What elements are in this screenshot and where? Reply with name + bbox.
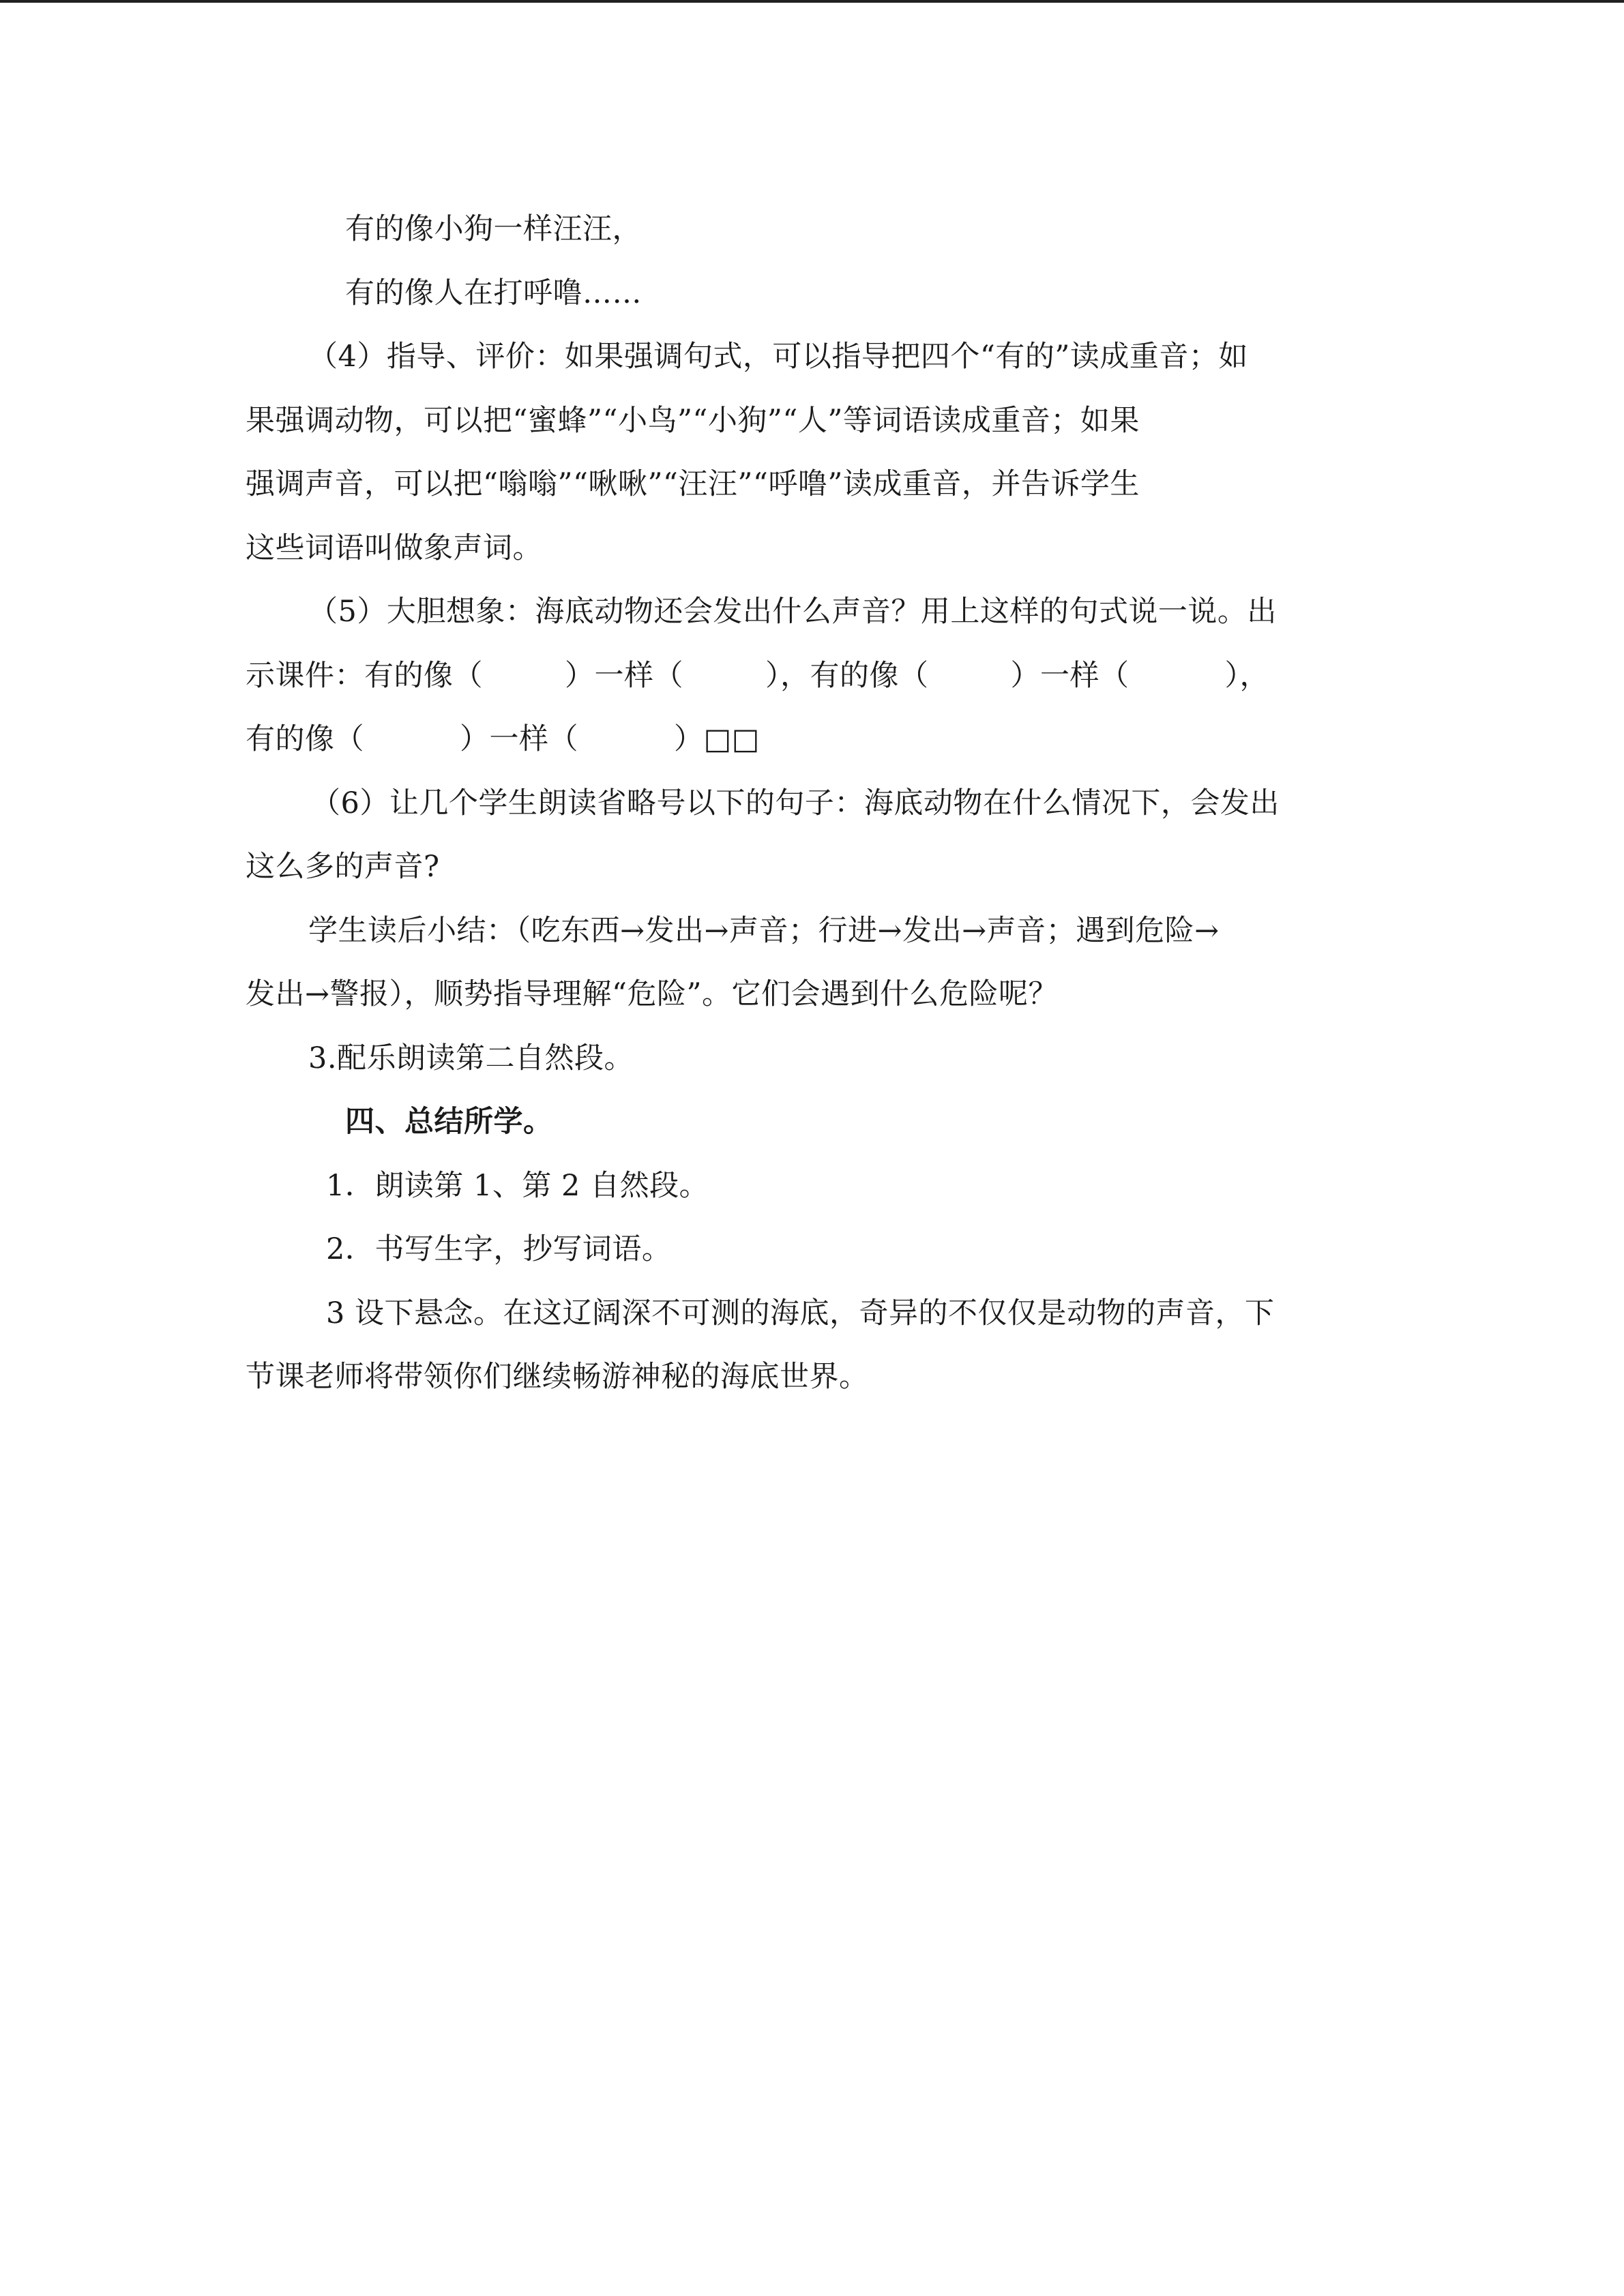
paragraph-5-fill-line-1 — [246, 644, 1378, 709]
paragraph-5-fill-line-2 — [246, 708, 1378, 772]
paragraph-4-line-3: 强调声音，可以把“嗡嗡”“啾啾”“汪汪”“呼噜”读成重音，并告诉学生 — [246, 467, 1140, 501]
summary-item-2: 2．书写生字，抄写词语。 — [326, 1232, 672, 1266]
paragraph-4-line-2: 果强调动物，可以把“蜜蜂”“小鸟”“小狗”“人”等词语读成重音；如果 — [246, 403, 1140, 438]
fill-text-d: ）一样（ — [1010, 658, 1130, 693]
fill-text-a: 有的像（ — [246, 722, 364, 756]
paragraph-4-line-1: （4）指导、评价：如果强调句式，可以指导把四个“有的”读成重音；如 — [308, 340, 1248, 374]
paragraph-4-line-4: 这些词语叫做象声词。 — [246, 531, 542, 565]
summary-item-1: 1．朗读第 1、第 2 自然段。 — [326, 1168, 709, 1203]
fill-text-c: ）□□ — [674, 722, 760, 756]
paragraph-5-line-1: （5）大胆想象：海底动物还会发出什么声音？用上这样的句式说一说。出 — [308, 595, 1277, 629]
fill-text-b: ）一样（ — [460, 722, 578, 756]
section-heading-summary: 四、总结所学。 — [345, 1105, 553, 1139]
fill-text-a: 示课件：有的像（ — [246, 658, 483, 693]
summary-line-1: 学生读后小结：（吃东西→发出→声音；行进→发出→声音；遇到危险→ — [308, 913, 1220, 948]
summary-line-2: 发出→警报），顺势指导理解“危险”。它们会遇到什么危险呢？ — [246, 977, 1058, 1011]
step-3-reading: 3.配乐朗读第二自然段。 — [308, 1041, 634, 1075]
fill-text-b: ）一样（ — [565, 658, 683, 693]
document-body — [246, 198, 1378, 1410]
poem-line-dog: 有的像小狗一样汪汪， — [345, 212, 642, 246]
fill-text-c: ），有的像（ — [765, 658, 929, 693]
summary-item-3-line-2: 节课老师将带领你们继续畅游神秘的海底世界。 — [246, 1360, 869, 1394]
fill-text-e: ）， — [1224, 658, 1269, 693]
paragraph-6-line-1: （6）让几个学生朗读省略号以下的句子：海底动物在什么情况下，会发出 — [311, 786, 1280, 820]
page-top-border — [0, 0, 1624, 3]
paragraph-6-line-2: 这么多的声音? — [246, 850, 440, 884]
summary-item-3-line-1: 3 设下悬念。在这辽阔深不可测的海底，奇异的不仅仅是动物的声音，下 — [326, 1296, 1275, 1330]
poem-line-snore: 有的像人在打呼噜…… — [345, 275, 642, 310]
